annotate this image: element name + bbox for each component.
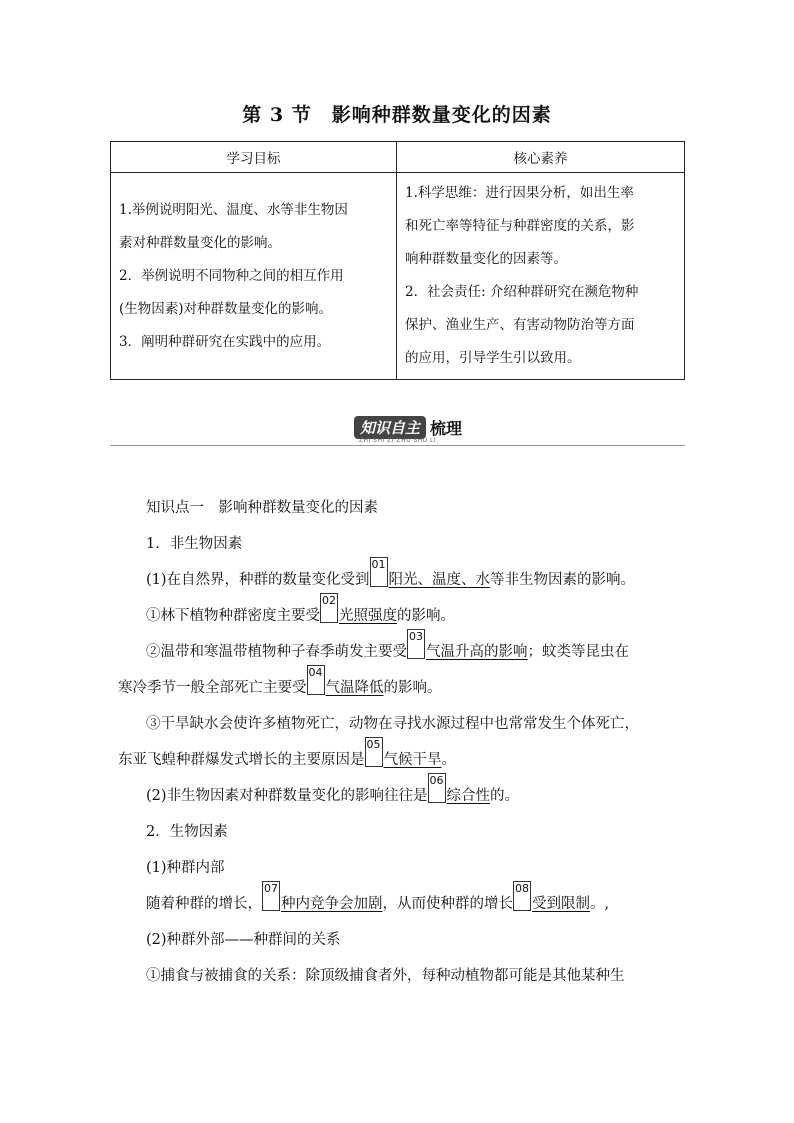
blank-number-badge: 03 <box>407 629 425 659</box>
text: (1)在自然界，种群的数量变化受到 <box>146 572 370 588</box>
paragraph <box>118 594 688 634</box>
section-heading: 2．生物因素 <box>146 824 228 840</box>
paragraph: ③干旱缺水会使许多植物死亡，动物在寻找水源过程中也常常发生个体死亡， <box>146 716 639 732</box>
table-header-goals: 学习目标 <box>111 142 397 173</box>
learning-goals-table <box>110 141 685 380</box>
answer-text: 受到限制 <box>532 896 590 912</box>
text: 的影响。 <box>397 608 455 624</box>
paragraph <box>118 558 688 598</box>
answer-text: 种内竞争会加剧 <box>281 896 383 912</box>
text: 的。 <box>490 788 520 804</box>
text: 。, <box>590 896 610 912</box>
banner-rest: 梳理 <box>430 418 463 438</box>
answer-text: 气温降低 <box>325 680 384 696</box>
text: (2)非生物因素对种群数量变化的影响往往是 <box>146 788 428 804</box>
text: ②温带和寒温带植物种子春季萌发主要受 <box>146 644 407 660</box>
blank-number-badge: 06 <box>428 773 446 803</box>
text: 寒冷季节一般全部死亡主要受 <box>118 680 307 696</box>
text: ①林下植物种群密度主要受 <box>146 608 320 624</box>
answer-text: 气温升高的影响 <box>426 644 528 660</box>
literacy-line: 和死亡率等特征与种群密度的关系，影 <box>405 218 635 234</box>
blank-number-badge: 02 <box>320 593 338 623</box>
literacy-line: 1.科学思维：进行因果分析，如出生率 <box>405 185 634 201</box>
banner-divider <box>110 445 685 446</box>
knowledge-point-heading: 知识点一 影响种群数量变化的因素 <box>146 500 378 516</box>
paragraph <box>118 630 688 670</box>
banner-pinyin: ZHI SHI ZI ZHU SHU LI <box>358 437 437 444</box>
section-heading: 1．非生物因素 <box>146 536 243 552</box>
blank-number-badge: 07 <box>262 881 280 911</box>
blank-number-badge: 04 <box>307 665 325 695</box>
paragraph <box>118 738 688 778</box>
goal-line: (生物因素)对种群数量变化的影响。 <box>119 300 333 317</box>
literacy-line: 2．社会责任: 介绍种群研究在濒危物种 <box>405 284 639 300</box>
answer-text: 气候干旱 <box>383 752 442 768</box>
subsection-heading: (1)种群内部 <box>146 860 225 876</box>
literacy-line: 响种群数量变化的因素等。 <box>405 251 567 267</box>
answer-text: 综合性 <box>446 788 491 804</box>
text: ；蚊类等昆虫在 <box>527 644 629 660</box>
text: 等非生物因素的影响。 <box>490 572 636 588</box>
goal-line: 1.举例说明阳光、温度、水等非生物因 <box>119 201 348 218</box>
blank-number-badge: 08 <box>513 881 531 911</box>
text: 随着种群的增长， <box>146 896 262 912</box>
blank-number-badge: 05 <box>365 737 383 767</box>
text: 。 <box>441 752 456 768</box>
goal-line: 2．举例说明不同物种之间的相互作用 <box>119 267 344 284</box>
banner-highlight: 知识自主 <box>354 416 426 439</box>
paragraph: ①捕食与被捕食的关系：除顶级捕食者外，每种动植物都可能是其他某种生 <box>146 968 625 984</box>
paragraph <box>118 882 688 922</box>
subsection-heading: (2)种群外部——种群间的关系 <box>146 932 341 948</box>
paragraph <box>118 774 688 814</box>
page-title: 第 3 节 影响种群数量变化的因素 <box>242 104 552 126</box>
answer-text: 光照强度 <box>339 608 397 624</box>
banner-heading <box>354 416 462 438</box>
literacy-cell <box>397 173 685 380</box>
section-banner <box>110 416 685 452</box>
text: 东亚飞蝗种群爆发式增长的主要原因是 <box>118 752 365 768</box>
content-body <box>118 490 688 994</box>
goals-cell <box>111 173 397 380</box>
goal-line: 3．阐明种群研究在实践中的应用。 <box>119 333 331 350</box>
text: ，从而使种群的增长 <box>382 896 513 912</box>
paragraph <box>118 666 688 706</box>
text: 的影响。 <box>383 680 442 696</box>
goal-line: 素对种群数量变化的影响。 <box>119 234 281 251</box>
answer-text: 阳光、温度、水 <box>388 572 491 588</box>
literacy-line: 保护、渔业生产、有害动物防治等方面 <box>405 317 635 333</box>
blank-number-badge: 01 <box>370 557 388 587</box>
table-header-literacy: 核心素养 <box>397 142 685 173</box>
literacy-line: 的应用，引导学生引以致用。 <box>405 350 581 366</box>
